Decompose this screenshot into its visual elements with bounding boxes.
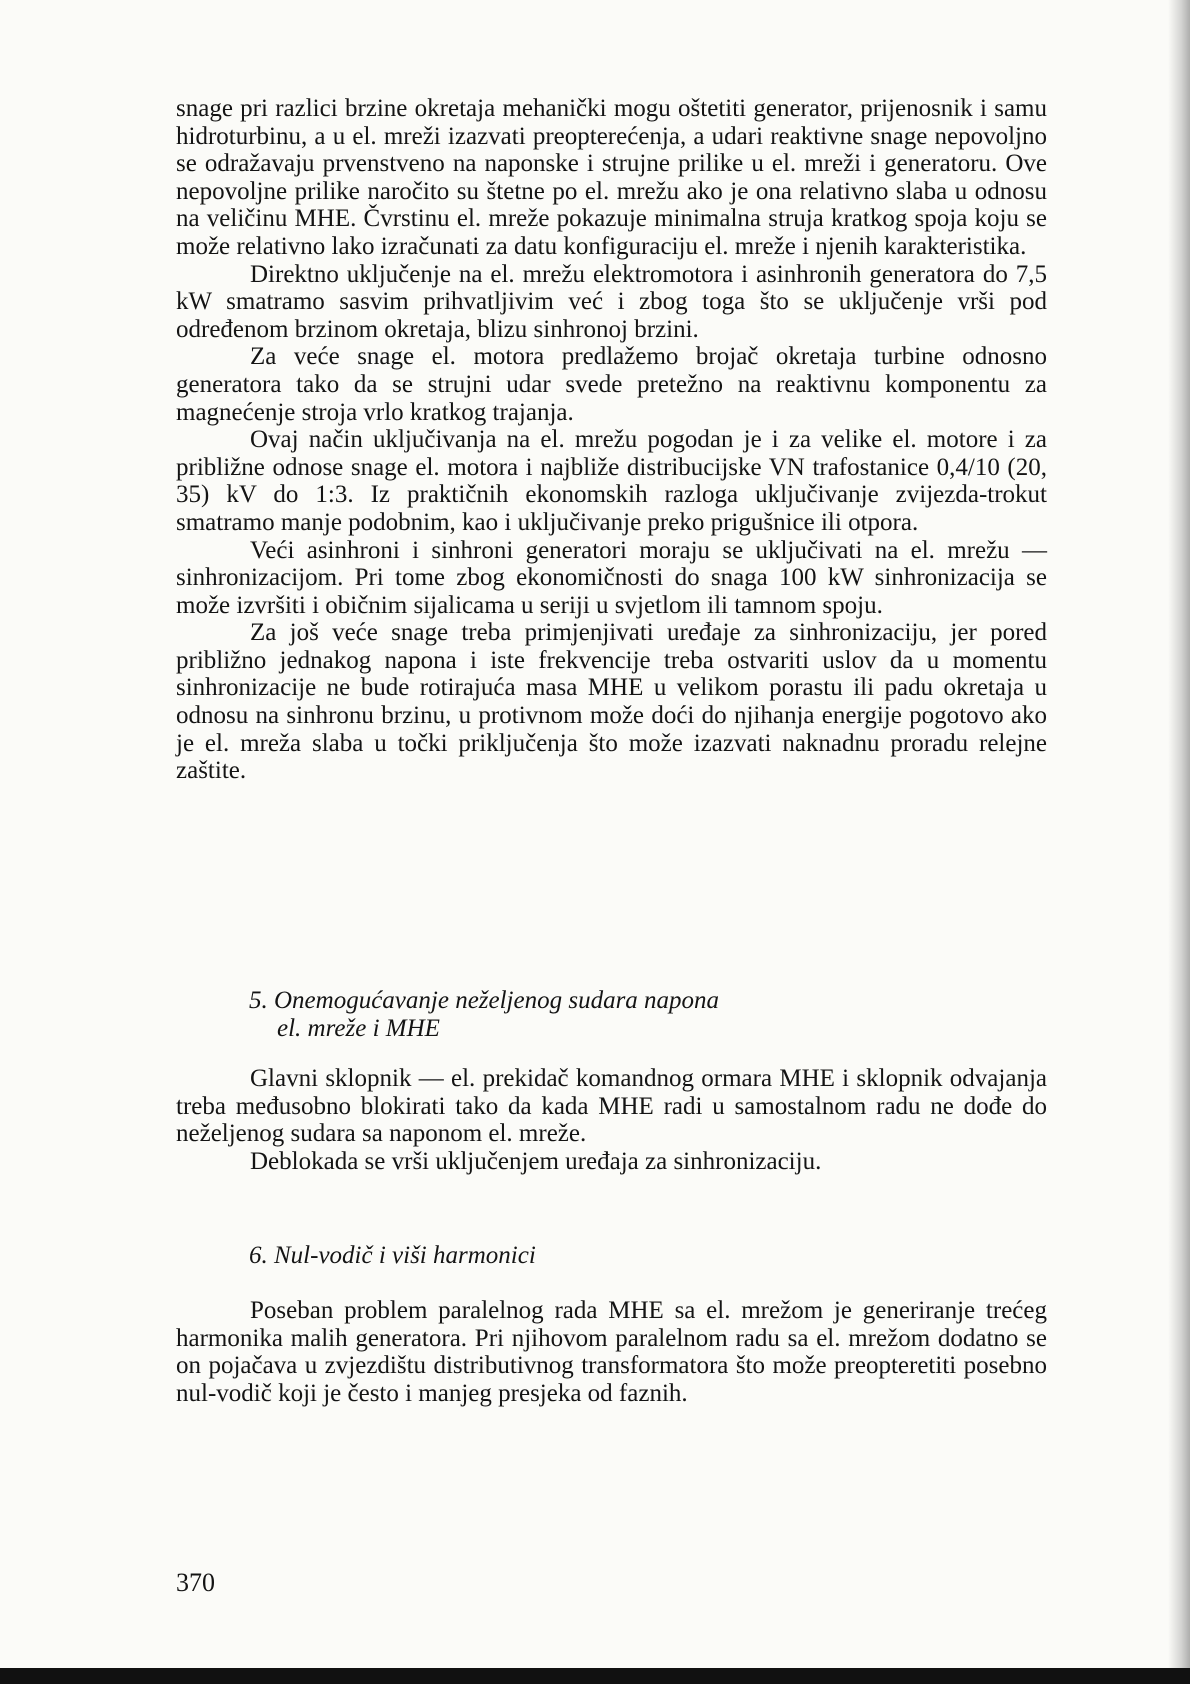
body-text-top xyxy=(176,95,1047,785)
paragraph: Poseban problem paralelnog rada MHE sa el. mrežom je generiranje trećeg harmonika malih generatora. Pri njihovom paralelnom radu sa el. mrežom dodatno se on pojačava u zvjezdištu distributivnog transformatora što može preopteretiti posebno nul-vodič koji je često i manjeg presjeka od faznih. xyxy=(176,1297,1047,1407)
paragraph: Ovaj način uključivanja na el. mrežu pogodan je i za velike el. motore i za približne odnose snage el. motora i najbliže distribucijske VN trafostanice 0,4/10 (20, 35) kV do 1:3. Iz praktičnih ekonomskih razloga uključivanje zvijezda-trokut smatramo manje podobnim, kao i uključivanje preko prigušnice ili otpora. xyxy=(176,426,1047,536)
paragraph: Glavni sklopnik — el. prekidač komandnog ormara MHE i sklopnik odvajanja treba međusobno blokirati tako da kada MHE radi u samostalnom radu ne dođe do neželjenog sudara sa naponom el. mreže. xyxy=(176,1065,1047,1148)
section-6-heading xyxy=(249,1242,1009,1270)
scan-bottom-edge xyxy=(0,1668,1190,1684)
section-5-heading xyxy=(249,987,1009,1043)
page-number: 370 xyxy=(176,1568,215,1597)
paragraph: Deblokada se vrši uključenjem uređaja za sinhronizaciju. xyxy=(250,1147,822,1175)
paragraph: Direktno uključenje na el. mrežu elektromotora i asinhronih generatora do 7,5 kW smatramo sasvim prihvatljivim već i zbog toga što se uključenje vrši pod određenom brzinom okretaja, blizu sinhronoj brzini. xyxy=(176,260,1047,343)
section-heading-line: el. mreže i MHE xyxy=(277,1015,440,1042)
paragraph: snage pri razlici brzine okretaja mehanički mogu oštetiti generator, prijenosnik i samu hidroturbinu, a u el. mreži izazvati preopterećenja, a udari reaktivne snage nepovoljno se odražavaju prvenstveno na naponske i strujne prilike u el. mreži i generatoru. Ove nepovoljne prilike naročito su štetne po el. mrežu ako je ona relativno slaba u odnosu na veličinu MHE. Čvrstinu el. mreže pokazuje minimalna struja kratkog spoja koju se može relativno lako izračunati za datu konfiguraciju el. mreže i njenih karakteristika. xyxy=(176,95,1047,260)
section-heading-line: 6. Nul-vodič i viši harmonici xyxy=(249,1242,536,1269)
scan-edge-shadow xyxy=(1168,0,1190,1668)
section-heading-line: 5. Onemogućavanje neželjenog sudara napona xyxy=(249,987,720,1014)
paragraph: Za još veće snage treba primjenjivati uređaje za sinhronizaciju, jer pored približno jednakog napona i iste frekvencije treba ostvariti uslov da u momentu sinhronizacije ne bude rotirajuća masa MHE u velikom porastu ili padu okretaja u odnosu na sinhronu brzinu, u protivnom može doći do njihanja energije pogotovo ako je el. mreža slaba u točki priključenja što može izazvati naknadnu proradu relejne zaštite. xyxy=(176,619,1047,785)
paragraph: Za veće snage el. motora predlažemo brojač okretaja turbine odnosno generatora tako da se strujni udar svede pretežno na reaktivnu komponentu za magnećenje stroja vrlo kratkog trajanja. xyxy=(176,343,1047,426)
section-6-body xyxy=(176,1297,1047,1407)
section-5-body xyxy=(176,1065,1047,1175)
paragraph: Veći asinhroni i sinhroni generatori moraju se uključivati na el. mrežu — sinhronizacijom. Pri tome zbog ekonomičnosti do snaga 100 kW sinhronizacija se može izvršiti i običnim sijalicama u seriji u svjetlom ili tamnom spoju. xyxy=(176,536,1047,619)
